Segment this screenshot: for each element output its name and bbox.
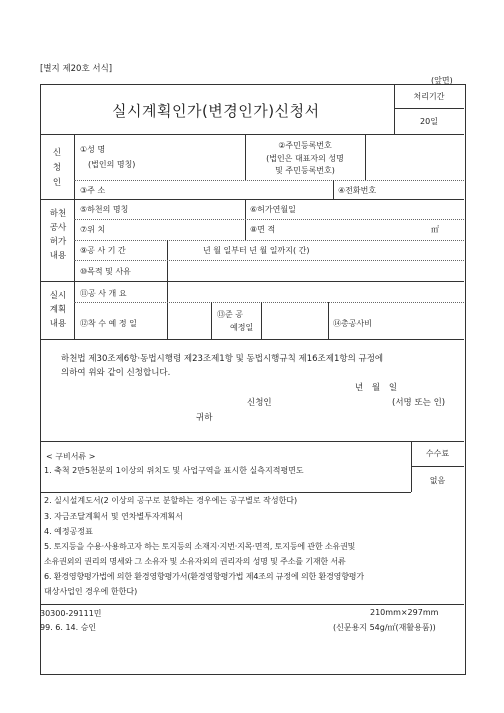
name-field-label: ①성 명 <box>80 145 106 154</box>
fee-label: 수수료 <box>425 449 450 458</box>
processing-period-value: 20일 <box>420 117 438 126</box>
area-unit: ㎡ <box>431 225 439 234</box>
work-summary-label: ⑪공 사 개 요 <box>80 289 127 298</box>
plan-section-label: 실시계획내용 <box>49 291 67 329</box>
document-item-1: 1. 축척 2만5천분의 1이상의 위치도 및 사업구역을 표시한 실측지적평면도 <box>44 466 304 475</box>
processing-period-label: 처리기간 <box>413 92 445 101</box>
document-item-4: 4. 예정공정표 <box>44 527 93 536</box>
required-documents-heading: < 구비서류 > <box>46 452 96 461</box>
declaration-line-2: 의하여 위와 같이 신청합니다. <box>61 368 171 378</box>
document-item-3: 3. 자금조달계획서 및 연차별투자계획서 <box>44 512 183 521</box>
address-field-label: ③주 소 <box>80 186 106 195</box>
applicant-section-label: 신청인 <box>52 148 62 188</box>
construction-period-label: ⑨공 사 기 간 <box>80 246 126 255</box>
approval-date: 99. 6. 14. 승인 <box>40 623 97 632</box>
addressee-label: 귀하 <box>196 413 213 423</box>
document-item-5-cont: 소유권외의 권리의 명세와 그 소유자 및 소유자외의 권리자의 성명 및 주소를 기재한 서류 <box>44 557 346 566</box>
construction-period-value: 년 월 일부터 년 월 일까지( 간) <box>203 246 310 255</box>
paper-size: 210mm×297mm <box>370 608 439 617</box>
permit-date-label: ⑥허가연월일 <box>250 205 296 214</box>
purpose-label: ⑩목적 및 사유 <box>80 267 131 276</box>
name-field-sub-label: (법인의 명칭) <box>88 160 136 169</box>
start-date-label: ⑫착 수 예 정 일 <box>80 319 137 328</box>
completion-date-label: ⑬준 공 <box>217 310 243 319</box>
location-label: ⑦위 치 <box>80 225 106 234</box>
front-side-label: (앞면) <box>431 76 453 85</box>
fee-value: 없음 <box>429 476 446 485</box>
applicant-sign-label: 신청인 <box>247 398 272 408</box>
completion-date-sub-label: 예정일 <box>230 323 254 332</box>
form-number-label: [별지 제20호 서식] <box>40 64 113 74</box>
river-permit-section-label: 하천공사허가내용 <box>49 209 67 261</box>
resident-number-label: ②주민등록번호 <box>278 141 332 150</box>
document-item-5: 5. 토지등을 수용·사용하고자 하는 토지등의 소재지·지번·지목·면적, 토지등에 관한 소유권및 <box>44 542 356 551</box>
form-code: 30300-29111민 <box>40 609 102 618</box>
area-label: ⑧면 적 <box>250 225 276 234</box>
signature-field: (서명 또는 인) <box>392 398 446 408</box>
resident-number-sub1: (법인은 대표자의 성명 <box>266 154 344 163</box>
document-item-6-cont: 대상사업인 경우에 한한다) <box>44 587 138 596</box>
document-item-2: 2. 실시설계도서(2 이상의 공구로 분할하는 경우에는 공구별로 작성한다) <box>44 496 298 505</box>
phone-field-label: ④전화번호 <box>338 186 377 195</box>
resident-number-sub2: 및 주민등록번호) <box>275 166 335 175</box>
river-name-label: ⑤하천의 명칭 <box>80 205 129 214</box>
form-title: 실시계획인가(변경인가)신청서 <box>112 102 320 120</box>
declaration-line-1: 하천법 제30조제6항·동법시행령 제23조제1항 및 동법시행규칙 제16조제1항의 규정에 <box>61 354 384 364</box>
total-cost-label: ⑭총공사비 <box>333 319 372 328</box>
document-item-6: 6. 환경영향평가법에 의한 환경영향평가서(환경영향평가법 제4조의 규정에 의한 환경영향평가 <box>44 572 364 581</box>
declaration-date: 년 월 일 <box>355 383 398 393</box>
paper-type: (신문용지 54g/㎡(재활용품)) <box>333 623 436 632</box>
